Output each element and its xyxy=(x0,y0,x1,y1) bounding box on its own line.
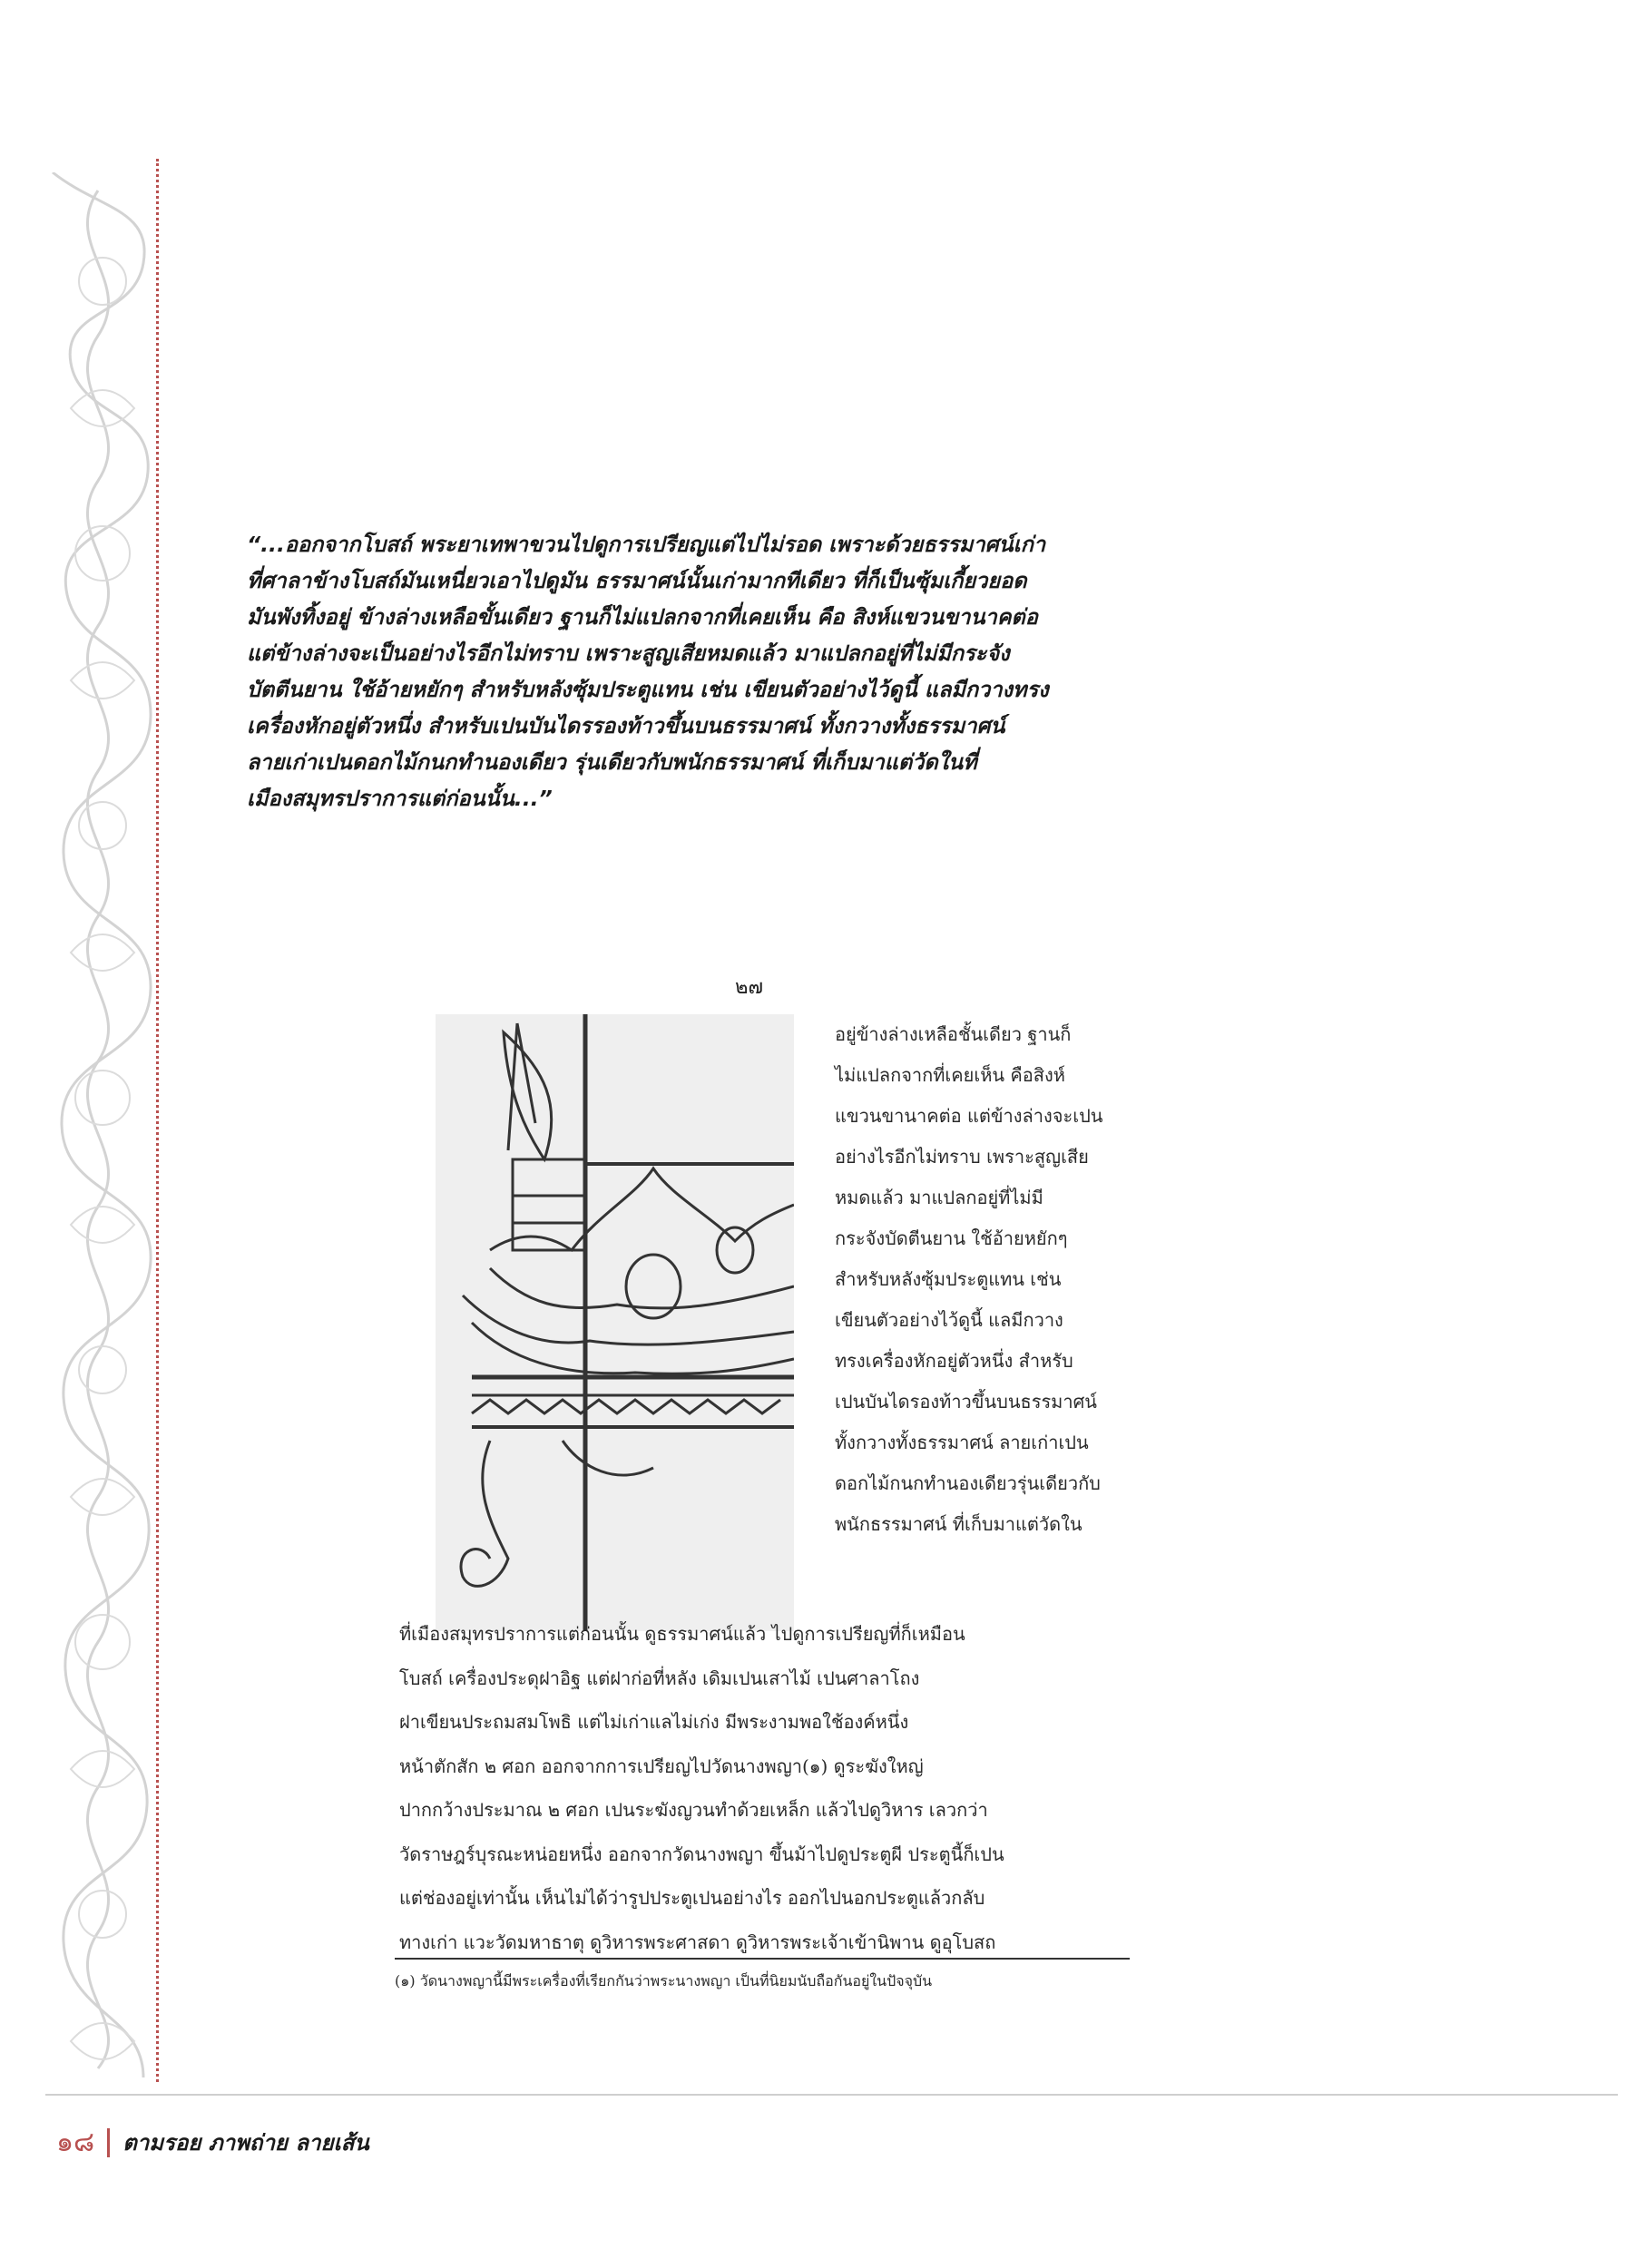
footer-separator xyxy=(107,2128,110,2157)
scan-full-text: ที่เมืองสมุทรปราการแต่ก่อนนั้น ดูธรรมาศน์แล้ว ไปดูการเปรียญที่ก็เหมือน โบสถ์ เครื่องประดุฝาอิฐ แต่ฝาก่อที่หลัง เดิมเปนเสาไม้ เปนศาลาโถง ฝาเขียนประถมสมโพธิ แต่ไม่เก่าแลไม่เก่ง มีพระงามพอใช้องค์หนึ่ง หน้าตักสัก ๒ ศอก ออกจากการเปรียญไปวัดนางพญา(๑) ดูระฆังใหญ่ ปากกว้างประมาณ ๒ ศอก เปนระฆังญวนทำด้วยเหล็ก แล้วไปดูวิหาร เลวกว่า วัดราษฎร์บุรณะหน่อยหนึ่ง ออกจากวัดนางพญา ขึ้นม้าไปดูประตูผี ประตูนี้ก็เปน แต่ช่องอยู่เท่านั้น เห็นไม่ได้ว่ารูปประตูเปนอย่างไร ออกไปนอกประตูแล้วกลับ ทางเก่า แวะวัดมหาธาตุ ดูวิหารพระศาสดา ดูวิหารพระเจ้าเข้านิพาน ดูอุโบสถ xyxy=(399,1623,1004,1953)
footer-book-title: ตามรอย ภาพถ่าย ลายเส้น xyxy=(122,2130,369,2156)
footnote-rule xyxy=(395,1958,1130,1960)
dharmasana-sketch-illustration xyxy=(436,1014,794,1631)
footer-page-number: ๑๘ xyxy=(56,2126,95,2158)
scan-page-number: ๒๗ xyxy=(735,976,764,999)
floral-ornament-strip xyxy=(44,172,162,2077)
margin-dotted-rule xyxy=(156,159,159,2082)
scanned-page xyxy=(345,953,1152,2023)
scan-footnote: (๑) วัดนางพญานี้มีพระเครื่องที่เรียกกันว่าพระนางพญา เป็นที่นิยมนับถือกันอยู่ในปัจจุบัน xyxy=(395,1972,933,1989)
page-footer xyxy=(56,2121,369,2164)
quote-paragraph: “...ออกจากโบสถ์ พระยาเทพาขวนไปดูการเปรียญแต่ไปไม่รอด เพราะด้วยธรรมาศน์เก่า ที่ศาลาข้างโบสถ์มันเหนี่ยวเอาไปดูมัน ธรรมาศน์นั้นเก่ามากทีเดียว ที่ก็เป็นซุ้มเกี้ยวยอด มันพังทิ้งอยู่ ข้างล่างเหลือขั้นเดียว ฐานก็ไม่แปลกจากที่เคยเห็น คือ สิงห์แขวนขานาคต่อ แต่ข้างล่างจะเป็นอย่างไรอีกไม่ทราบ เพราะสูญเสียหมดแล้ว มาแปลกอยู่ที่ไม่มีกระจัง บัตตีนยาน ใช้อ้ายหยักๆ สำหรับหลังซุ้มประตูแทน เช่น เขียนตัวอย่างไว้ดูนี้ แลมีกวางทรง เครื่องหักอยู่ตัวหนึ่ง สำหรับเปนบันไดรรองท้าวขึ้นบนธรรมาศน์ ทั้งกวางทั้งธรรมาศน์ ลายเก่าเปนดอกไม้กนกทำนองเดียว รุ่นเดียวกับพนักธรรมาศน์ ที่เก็บมาแต่วัดในที่ เมืองสมุทรปราการแต่ก่อนนั้น...” xyxy=(247,532,1049,811)
footer-rule xyxy=(45,2094,1618,2096)
scan-side-text: อยู่ข้างล่างเหลือชั้นเดียว ฐานก็ ไม่แปลกจากที่เคยเห็น คือสิงห์ แขวนขานาคต่อ แต่ข้างล่างจะเปน อย่างไรอีกไม่ทราบ เพราะสูญเสีย หมดแล้ว มาแปลกอยู่ที่ไม่มี กระจังบัดตีนยาน ใช้อ้ายหยักๆ สำหรับหลังซุ้มประตูแทน เช่น เขียนตัวอย่างไว้ดูนี้ แลมีกวาง ทรงเครื่องหักอยู่ตัวหนึ่ง สำหรับ เปนบันไดรองท้าวขึ้นบนธรรมาศน์ ทั้งกวางทั้งธรรมาศน์ ลายเก่าเปน ดอกไม้กนกทำนองเดียวรุ่นเดียวกับ พนักธรรมาศน์ ที่เก็บมาแต่วัดใน xyxy=(835,1023,1103,1535)
